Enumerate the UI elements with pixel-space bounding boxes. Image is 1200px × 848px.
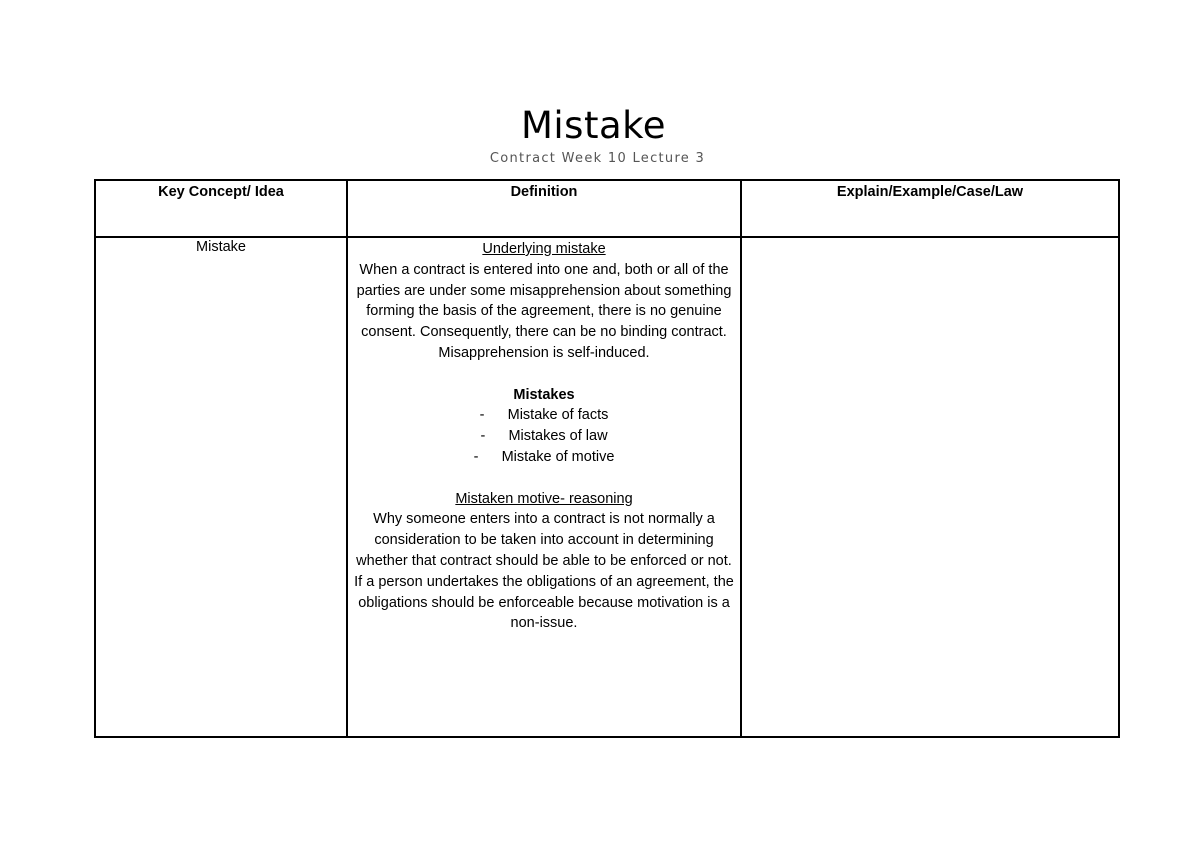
list-item-text: Mistakes of law — [508, 428, 608, 445]
list-item — [354, 405, 734, 426]
underlying-mistake-text: When a contract is entered into one and, both or all of the parties are under some misapprehension about something forming the basis of the agreement, there is no genuine consent. Consequently, there can be no binding contract. Misapprehension is self-induced. — [356, 261, 732, 361]
mistaken-motive-heading: Mistaken motive- reasoning — [455, 490, 633, 507]
header-key-concept: Key Concept/ Idea — [95, 180, 347, 237]
header-definition: Definition — [347, 180, 741, 237]
table-row — [95, 237, 1119, 737]
page-title: Mistake — [520, 104, 667, 147]
explain-cell — [741, 237, 1119, 737]
page-subtitle: Contract Week 10 Lecture 3 — [489, 151, 706, 166]
mistakes-list — [354, 405, 734, 467]
header-explain: Explain/Example/Case/Law — [741, 180, 1119, 237]
list-marker: - — [480, 428, 486, 445]
obligations-text: If a person undertakes the obligations of an agreement, the obligations should be enforceable because motivation is a non-issue. — [354, 573, 734, 632]
list-item-text: Mistake of facts — [507, 407, 609, 424]
mistaken-motive-text: Why someone enters into a contract is not normally a consideration to be taken into account in determining whether that contract should be able to be enforced or not. — [356, 511, 732, 569]
list-item — [354, 426, 734, 447]
notes-table — [94, 179, 1120, 738]
concept-cell: Mistake — [95, 237, 347, 737]
list-item — [354, 447, 734, 468]
definition-block — [354, 239, 734, 634]
list-marker: - — [473, 448, 479, 465]
definition-cell — [347, 237, 741, 737]
mistakes-list-heading: Mistakes — [513, 386, 575, 403]
list-item-text: Mistake of motive — [501, 448, 615, 465]
list-marker: - — [479, 407, 485, 424]
underlying-mistake-heading: Underlying mistake — [482, 241, 606, 257]
table-header-row — [95, 180, 1119, 237]
